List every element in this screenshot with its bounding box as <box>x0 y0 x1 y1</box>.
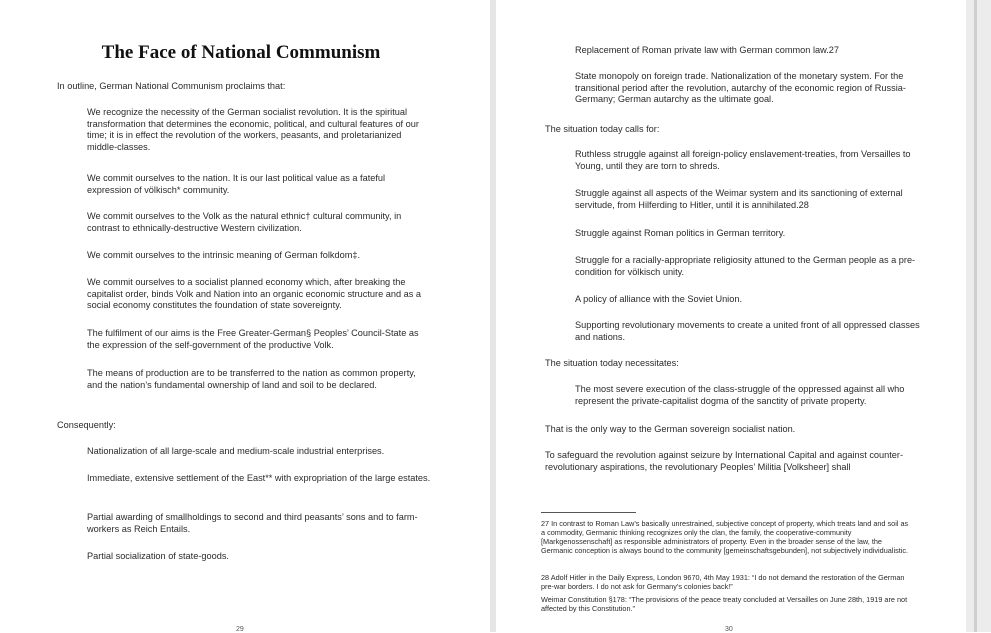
paragraph-common-law: Replacement of Roman private law with German common law.27 <box>575 45 840 55</box>
paragraph-volk: We commit ourselves to the Volk as the natural ethnic† cultural community, in contrast to ethnically-destructive Western civilization. <box>87 211 402 233</box>
paragraph-united-front: Supporting revolutionary movements to create a united front of all oppressed classes and nations. <box>575 320 920 342</box>
paragraph-class-struggle: The most severe execution of the class-struggle of the oppressed against all who represent the private-capitalist dogma of the sanctity of private property. <box>575 384 905 406</box>
paragraph-revolution: We recognize the necessity of the German socialist revolution. It is the spiritual transformation that determines the economic, political, and cultural features of our time; it is in effect the revolution of the workers, peasants, and proletarianized middle-classes. <box>87 107 419 152</box>
viewer-scrollbar[interactable] <box>966 0 991 632</box>
paragraph-means-of-production: The means of production are to be transferred to the nation as common property, and the nation’s fundamental ownership of land and soil to be declared. <box>87 368 416 390</box>
paragraph-smallholdings: Partial awarding of smallholdings to second and third peasants’ sons and to farm-workers as Reich Entails. <box>87 512 418 534</box>
paragraph-versailles: Ruthless struggle against all foreign-policy enslavement-treaties, from Versailles to Young, until they are torn to shreds. <box>575 149 911 171</box>
paragraph-only-way: That is the only way to the German sovereign socialist nation. <box>545 424 796 434</box>
necessitates-heading: The situation today necessitates: <box>545 358 679 368</box>
paragraph-state-goods: Partial socialization of state-goods. <box>87 551 229 561</box>
paragraph-nation: We commit ourselves to the nation. It is our last political value as a fateful expression of völkisch* community. <box>87 173 386 195</box>
calls-for-heading: The situation today calls for: <box>545 124 660 134</box>
paragraph-settlement: Immediate, extensive settlement of the East** with expropriation of the large estates. <box>87 473 431 483</box>
page-number-right: 30 <box>725 626 733 633</box>
paragraph-weimar: Struggle against all aspects of the Weimar system and its sanctioning of external servitude, from Hilferding to Hitler, until it is annihilated.28 <box>575 188 903 210</box>
paragraph-planned-economy: We commit ourselves to a socialist planned economy which, after breaking the capitalist order, binds Volk and Nation into an organic economic structure and as a social economy constitutes the foundation of state sovereignty. <box>87 277 422 311</box>
paragraph-religiosity: Struggle for a racially-appropriate religiosity attuned to the German people as a pre-condition for völkisch unity. <box>575 255 916 277</box>
footnote-27: 27 In contrast to Roman Law’s basically unrestrained, subjective concept of property, which treats land and soil as a commodity, Germanic thinking recognizes only the clan, the family, the cooperative-community [Markgenossenschaft] as responsible administrators of property. Even in the broader sense of the law, the Germanic conception is always bound to the community [gemeinschaftsgebunden], not subjectively individualistic. <box>541 519 909 556</box>
paragraph-safeguard: To safeguard the revolution against seizure by International Capital and against counter-revolutionary aspirations, the revolutionary Peoples’ Militia [Volksheer] shall <box>545 450 904 472</box>
page-title: The Face of National Communism <box>101 42 381 63</box>
paragraph-soviet-alliance: A policy of alliance with the Soviet Union. <box>575 294 742 304</box>
paragraph-folkdom: We commit ourselves to the intrinsic meaning of German folkdom‡. <box>87 250 361 260</box>
intro-text: In outline, German National Communism proclaims that: <box>57 81 286 91</box>
page-number-left: 29 <box>236 626 244 633</box>
footnote-separator <box>541 512 636 513</box>
right-page <box>496 0 966 632</box>
footnote-weimar-constitution: Weimar Constitution §178: “The provisions of the peace treaty concluded at Versailles on June 28th, 1919 are not affected by this Constitution.” <box>541 595 908 614</box>
paragraph-roman-politics: Struggle against Roman politics in German territory. <box>575 228 786 238</box>
consequently-heading: Consequently: <box>57 420 116 430</box>
paragraph-nationalization: Nationalization of all large-scale and medium-scale industrial enterprises. <box>87 446 385 456</box>
paragraph-foreign-trade: State monopoly on foreign trade. Nationalization of the monetary system. For the transitional period after the revolution, autarchy of the economic region of Russia-Germany; German autarchy as the ultimate goal. <box>575 71 906 105</box>
footnote-28: 28 Adolf Hitler in the Daily Express, London 9670, 4th May 1931: “I do not demand the restoration of the German pre-war borders. I do not ask for Germany’s colonies back!” <box>541 573 905 592</box>
paragraph-council-state: The fulfilment of our aims is the Free Greater-German§ Peoples’ Council-State as the expression of the self-government of the productive Volk. <box>87 328 419 350</box>
left-page <box>0 0 490 632</box>
